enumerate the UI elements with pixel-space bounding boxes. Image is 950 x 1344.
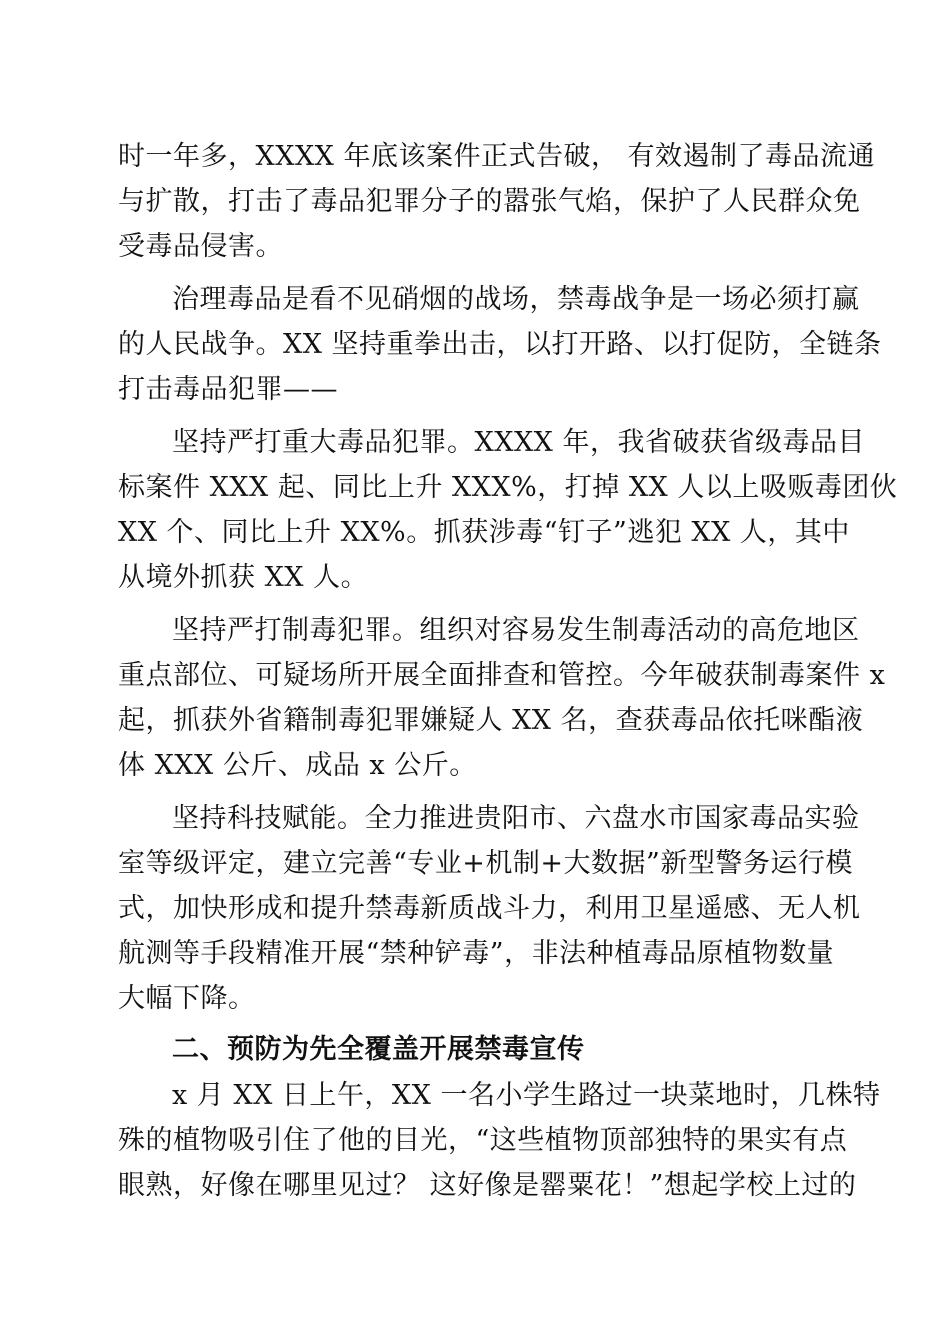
- text-line: 殊的植物吸引住了他的目光，“这些植物顶部独特的果实有点: [118, 1125, 848, 1156]
- text-line: 打击毒品犯罪——: [118, 374, 338, 405]
- text-line: 眼熟，好像在哪里见过？ 这好像是罂粟花！”想起学校上过的: [118, 1170, 857, 1201]
- text-line: 受毒品侵害。: [118, 231, 283, 262]
- text-line: 航测等手段精准开展“禁种铲毒”，非法种植毒品原植物数量: [118, 938, 835, 969]
- text-line: 标案件 XXX 起、同比上升 XXX%，打掉 XX 人以上吸贩毒团伙: [118, 472, 898, 503]
- text-line: 式，加快形成和提升禁毒新质战斗力，利用卫星遥感、无人机: [118, 893, 861, 924]
- text-line: 坚持严打重大毒品犯罪。XXXX 年，我省破获省级毒品目: [172, 427, 865, 458]
- text-line: 时一年多，XXXX 年底该案件正式告破， 有效遏制了毒品流通: [118, 141, 876, 172]
- text-line: 治理毒品是看不见硝烟的战场，禁毒战争是一场必须打赢: [172, 284, 860, 315]
- text-line: 坚持严打制毒犯罪。组织对容易发生制毒活动的高危地区: [172, 615, 860, 646]
- text-line: 的人民战争。XX 坚持重拳出击，以打开路、以打促防，全链条: [118, 329, 882, 360]
- text-line: 体 XXX 公斤、成品 x 公斤。: [118, 750, 477, 781]
- text-line: 室等级评定，建立完善“专业+机制+大数据”新型警务运行模: [118, 848, 853, 879]
- text-line: 大幅下降。: [118, 983, 256, 1014]
- text-line: 从境外抓获 XX 人。: [118, 562, 369, 593]
- text-line: 重点部位、可疑场所开展全面排查和管控。今年破获制毒案件 x: [118, 660, 886, 691]
- text-line: 与扩散，打击了毒品犯罪分子的嚣张气焰，保护了人民群众免: [118, 186, 861, 217]
- text-line: x 月 XX 日上午，XX 一名小学生路过一块菜地时，几株特: [172, 1080, 881, 1111]
- text-line: 坚持科技赋能。全力推进贵阳市、六盘水市国家毒品实验: [172, 803, 860, 834]
- text-line: XX 个、同比上升 XX%。抓获涉毒“钉子”逃犯 XX 人，其中: [118, 517, 850, 548]
- text-line: 起，抓获外省籍制毒犯罪嫌疑人 XX 名，查获毒品依托咪酯液: [118, 705, 864, 736]
- section-heading: 二、预防为先全覆盖开展禁毒宣传: [172, 1034, 585, 1065]
